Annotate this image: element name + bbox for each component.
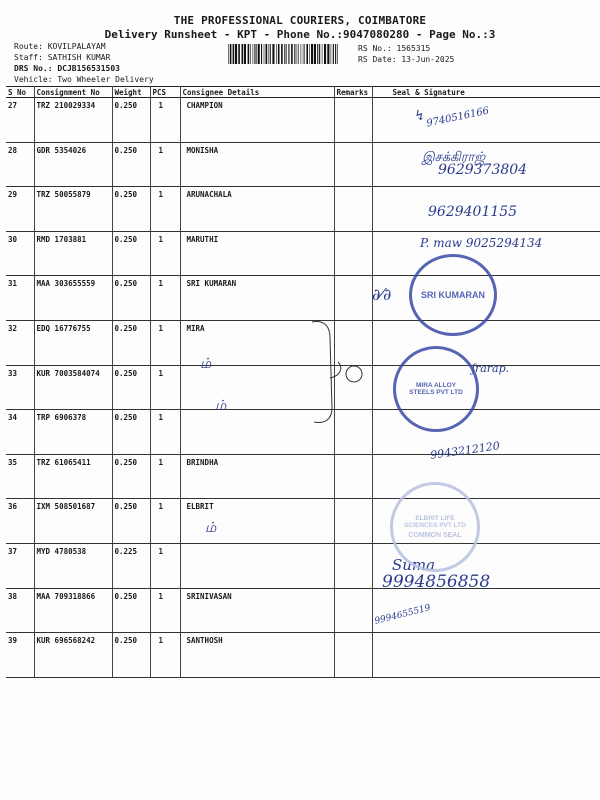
row-consignee: SRINIVASAN xyxy=(180,588,334,633)
row-consignment-no: TRZ 210029334 xyxy=(34,98,112,143)
row-consignment-no: EDQ 16776755 xyxy=(34,320,112,365)
row-pcs: 1 xyxy=(150,633,180,678)
row-seal xyxy=(372,633,600,678)
row-consignment-no: RMD 1703881 xyxy=(34,231,112,276)
row-pcs: 1 xyxy=(150,365,180,410)
company-seal-stamp xyxy=(409,254,497,336)
drs-line xyxy=(14,63,154,74)
col-consignee: Consignee Details xyxy=(180,87,334,98)
table-row xyxy=(6,454,600,499)
row-sno: 30 xyxy=(6,231,34,276)
row-weight: 0.250 xyxy=(112,454,150,499)
row-consignment-no: TRZ 50055879 xyxy=(34,187,112,232)
row-sno: 32 xyxy=(6,320,34,365)
meta-right xyxy=(358,43,454,65)
row-seal xyxy=(372,98,600,143)
row-sno: 34 xyxy=(6,410,34,455)
vehicle-text: Vehicle: Two Wheeler Delivery xyxy=(14,75,154,84)
row-consignment-no: KUR 7003584074 xyxy=(34,365,112,410)
col-consignment: Consignment No xyxy=(34,87,112,98)
row-weight: 0.250 xyxy=(112,187,150,232)
row-pcs: 1 xyxy=(150,276,180,321)
row-consignee: SRI KUMARAN xyxy=(180,276,334,321)
row-sno: 27 xyxy=(6,98,34,143)
row-consignee xyxy=(180,543,334,588)
row-sno: 31 xyxy=(6,276,34,321)
row-pcs: 1 xyxy=(150,410,180,455)
row-consignment-no: MAA 709318866 xyxy=(34,588,112,633)
row-remarks xyxy=(334,588,372,633)
handwritten-phone: 9994655519 xyxy=(373,603,432,627)
row-consignment-no: MYD 4780538 xyxy=(34,543,112,588)
company-seal-stamp xyxy=(390,482,480,572)
col-sno: S No xyxy=(6,87,34,98)
table-row xyxy=(6,98,600,143)
handwritten-name: Suma xyxy=(392,556,436,574)
row-sno: 39 xyxy=(6,633,34,678)
handwritten-phone: 9629401155 xyxy=(428,204,518,220)
stamp-text: ELBRIT LIFE SCIENCES PVT LTD xyxy=(404,515,466,529)
row-consignment-no: MAA 303655559 xyxy=(34,276,112,321)
row-pcs: 1 xyxy=(150,454,180,499)
row-pcs: 1 xyxy=(150,142,180,187)
row-remarks xyxy=(334,543,372,588)
staff-text: Staff: SATHISH KUMAR xyxy=(14,53,111,62)
row-consignment-no: TRP 6906378 xyxy=(34,410,112,455)
barcode xyxy=(228,44,338,64)
row-weight: 0.250 xyxy=(112,633,150,678)
row-consignee: BRINDHA xyxy=(180,454,334,499)
handwritten-phone: 9629373804 xyxy=(438,162,528,178)
row-weight: 0.225 xyxy=(112,543,150,588)
row-pcs: 1 xyxy=(150,187,180,232)
handwritten-mark: ம் xyxy=(200,356,212,372)
row-pcs: 1 xyxy=(150,231,180,276)
drs-number: DCJB156531503 xyxy=(57,64,120,73)
table-row xyxy=(6,499,600,544)
handwritten-name: இசக்கிராஜ் xyxy=(422,150,486,165)
row-remarks xyxy=(334,633,372,678)
row-weight: 0.250 xyxy=(112,98,150,143)
row-sno: 36 xyxy=(6,499,34,544)
table-row xyxy=(6,633,600,678)
col-remarks: Remarks xyxy=(334,87,372,98)
row-sno: 38 xyxy=(6,588,34,633)
handwritten-mark: ம் xyxy=(215,398,227,414)
company-seal-stamp xyxy=(393,346,479,432)
table-header-row xyxy=(6,87,600,98)
col-weight: Weight xyxy=(112,87,150,98)
row-remarks xyxy=(334,142,372,187)
row-weight: 0.250 xyxy=(112,142,150,187)
row-pcs: 1 xyxy=(150,98,180,143)
rs-number: RS No.: 1565315 xyxy=(358,44,431,53)
row-consignee: ARUNACHALA xyxy=(180,187,334,232)
row-remarks xyxy=(334,187,372,232)
row-consignee: MIRA xyxy=(180,320,334,365)
row-sno: 35 xyxy=(6,454,34,499)
row-remarks xyxy=(334,231,372,276)
row-sno: 29 xyxy=(6,187,34,232)
handwritten-phone: 9740516166 xyxy=(425,105,491,130)
handwritten-phone: 9994856858 xyxy=(382,572,491,592)
table-row xyxy=(6,276,600,321)
col-pcs: PCS xyxy=(150,87,180,98)
row-consignment-no: KUR 696568242 xyxy=(34,633,112,678)
row-sno: 33 xyxy=(6,365,34,410)
meta-left xyxy=(14,41,154,85)
row-weight: 0.250 xyxy=(112,320,150,365)
handwritten-mark: ம் xyxy=(205,520,217,536)
row-consignee: MARUTHI xyxy=(180,231,334,276)
ink-bracket xyxy=(300,318,370,428)
route-text: Route: KOVILPALAYAM xyxy=(14,42,106,51)
signature-scrawl: ʃrarap. xyxy=(472,362,510,375)
stamp-text: SRI KUMARAN xyxy=(421,290,485,300)
signature-scrawl: ↯ xyxy=(414,108,426,124)
row-remarks xyxy=(334,98,372,143)
row-remarks xyxy=(334,499,372,544)
row-pcs: 1 xyxy=(150,499,180,544)
signature-scrawl: ∂⁄∂ xyxy=(372,285,392,304)
row-pcs: 1 xyxy=(150,320,180,365)
row-consignment-no: GDR 5354026 xyxy=(34,142,112,187)
row-consignee: MONISHA xyxy=(180,142,334,187)
row-consignee: CHAMPION xyxy=(180,98,334,143)
table-row xyxy=(6,588,600,633)
row-consignment-no: TRZ 61065411 xyxy=(34,454,112,499)
row-weight: 0.250 xyxy=(112,588,150,633)
row-sno: 37 xyxy=(6,543,34,588)
row-pcs: 1 xyxy=(150,588,180,633)
stamp-center-text: COMMON SEAL xyxy=(408,532,462,539)
row-sno: 28 xyxy=(6,142,34,187)
handwritten-phone: 9943212120 xyxy=(429,439,501,462)
row-weight: 0.250 xyxy=(112,276,150,321)
row-weight: 0.250 xyxy=(112,231,150,276)
row-remarks xyxy=(334,276,372,321)
col-seal: Seal & Signature xyxy=(372,87,600,98)
row-weight: 0.250 xyxy=(112,499,150,544)
runsheet-subtitle: Delivery Runsheet - KPT - Phone No.:9047080280 - Page No.:3 xyxy=(104,28,496,41)
table-row xyxy=(6,543,600,588)
row-pcs: 1 xyxy=(150,543,180,588)
row-consignee: ELBRIT xyxy=(180,499,334,544)
handwritten-name-phone: P. maw 9025294134 xyxy=(420,236,543,250)
stamp-text: MIRA ALLOY STEELS PVT LTD xyxy=(409,382,463,396)
row-weight: 0.250 xyxy=(112,410,150,455)
rs-date: RS Date: 13-Jun-2025 xyxy=(358,55,455,64)
company-title: THE PROFESSIONAL COURIERS, COIMBATORE xyxy=(173,14,427,27)
row-consignee: SANTHOSH xyxy=(180,633,334,678)
drs-label: DRS No.: xyxy=(14,64,53,73)
row-remarks xyxy=(334,454,372,499)
row-consignment-no: IXM 508501687 xyxy=(34,499,112,544)
row-weight: 0.250 xyxy=(112,365,150,410)
